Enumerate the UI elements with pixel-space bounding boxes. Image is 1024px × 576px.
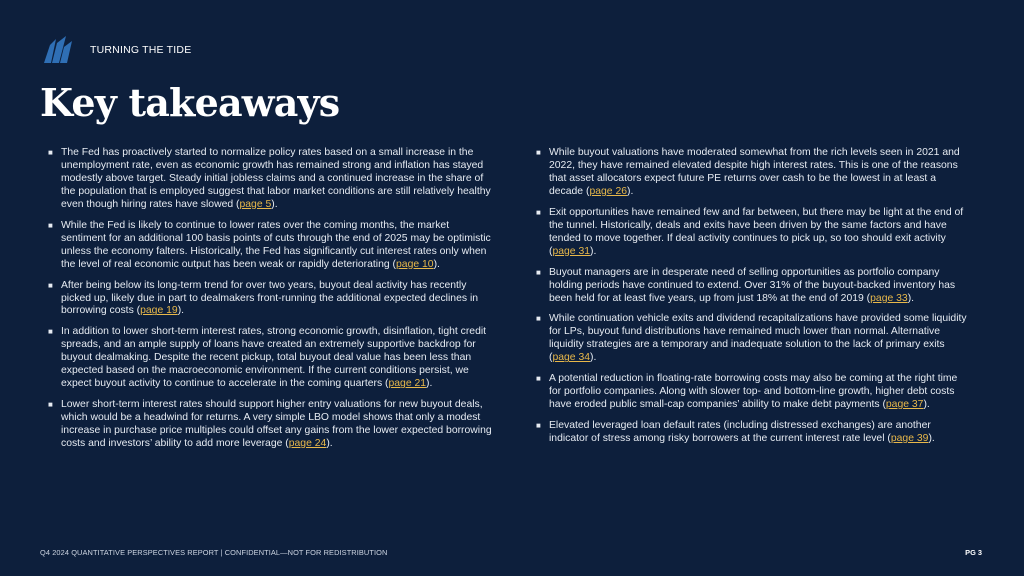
section-kicker: TURNING THE TIDE bbox=[90, 44, 192, 56]
page-reference-link[interactable]: page 33 bbox=[870, 292, 908, 304]
takeaway-text: In addition to lower short-term interest rates, strong economic growth, disinflation, tight credit spreads, and an ample supply of loans have created an extremely supportive backdrop for buyout dealmaking. Despite the recent pickup, total buyout deal value has been less than expected based on the macroeconomic environment. If the current conditions persist, we expect buyout activity to continue to accelerate in the coming quarters ( bbox=[61, 326, 487, 390]
takeaway-text-end: ). bbox=[426, 378, 433, 390]
takeaway-item bbox=[536, 147, 970, 199]
takeaway-text-end: ). bbox=[923, 399, 930, 411]
takeaway-item bbox=[48, 220, 492, 272]
takeaway-item bbox=[48, 326, 492, 391]
bullet-icon: ■ bbox=[536, 421, 541, 431]
takeaway-text: After being below its long-term trend for over two years, buyout deal activity has recently picked up, likely due in part to dealmakers front-running the additional expected declines in borrowing costs ( bbox=[61, 279, 479, 317]
takeaway-text-end: ). bbox=[326, 438, 333, 450]
sail-logo-icon bbox=[40, 33, 74, 67]
takeaway-text-end: ). bbox=[177, 305, 185, 317]
takeaway-text: Buyout managers are in desperate need of selling opportunities as portfolio company holding periods have continued to extend. Over 31% of the buyout-backed inventory has been held for at least five years, up from just 18% at the end of 2019 ( bbox=[549, 266, 956, 304]
bullet-icon: ■ bbox=[536, 314, 541, 324]
takeaway-item bbox=[536, 207, 970, 259]
bullet-icon: ■ bbox=[48, 148, 53, 157]
page-title: Key takeaways bbox=[40, 80, 340, 125]
takeaway-item bbox=[536, 373, 970, 412]
takeaway-text-end: ). bbox=[590, 352, 597, 364]
takeaway-text: While buyout valuations have moderated somewhat from the rich levels seen in 2021 and 2022, they have remained elevated despite high interest rates. This is one of the reasons that asset allocators expect future PE returns over cash to be the lowest in at least a decade ( bbox=[549, 147, 960, 197]
takeaway-text-end: ). bbox=[271, 198, 278, 210]
bullet-icon: ■ bbox=[536, 207, 541, 217]
takeaway-text: Exit opportunities have remained few and far between, but there may be light at the end of the tunnel. Historically, deals and exits have been driven by the same factors and have tended to move together. If deal activity continues to pick up, so too should exit activity ( bbox=[549, 206, 964, 257]
bullet-icon: ■ bbox=[536, 267, 541, 277]
takeaway-text-end: ). bbox=[590, 245, 597, 257]
page-reference-link[interactable]: page 21 bbox=[388, 378, 427, 390]
page-reference-link[interactable]: page 37 bbox=[885, 399, 924, 411]
page-reference-link[interactable]: page 39 bbox=[890, 433, 929, 445]
takeaway-item bbox=[536, 420, 970, 446]
takeaway-text: While the Fed is likely to continue to lower rates over the coming months, the market sentiment for an additional 100 basis points of cuts through the end of 2025 may be optimistic unless the economy falters. Historically, the Fed has significantly cut interest rates only when the level of real economic output has been weak or rapidly deteriorating ( bbox=[61, 219, 491, 270]
header bbox=[40, 34, 191, 66]
page-reference-link[interactable]: page 26 bbox=[589, 185, 627, 197]
takeaway-item bbox=[536, 267, 970, 306]
bullet-icon: ■ bbox=[536, 148, 541, 157]
bullet-icon: ■ bbox=[48, 280, 53, 290]
bullet-icon: ■ bbox=[48, 400, 53, 410]
bullet-icon: ■ bbox=[536, 374, 541, 384]
takeaway-text: Elevated leveraged loan default rates (including distressed exchanges) are another indicator of stress among risky borrowers at the current interest rate level ( bbox=[549, 420, 931, 445]
page-reference-link[interactable]: page 5 bbox=[239, 198, 272, 210]
takeaway-text: While continuation vehicle exits and dividend recapitalizations have provided some liquidity for LPs, buyout fund distributions have remained much lower than normal. Alternative liquidity strategies are a temporary and inadequate solution to the lack of primary exits ( bbox=[549, 313, 967, 364]
page-reference-link[interactable]: page 10 bbox=[396, 258, 434, 270]
takeaway-item bbox=[536, 313, 970, 365]
takeaway-item bbox=[48, 147, 492, 212]
takeaway-text: Lower short-term interest rates should support higher entry valuations for new buyout deals, which would be a headwind for returns. A very simple LBO model shows that only a modest increase in purchase price multiples could offset any gains from the lower expected borrowing costs and investors’ ability to add more leverage ( bbox=[61, 399, 492, 450]
bullet-icon: ■ bbox=[48, 220, 53, 230]
takeaway-item bbox=[48, 399, 492, 451]
takeaway-text: The Fed has proactively started to normalize policy rates based on a small increase in the unemployment rate, even as economic growth has remained strong and inflation has stayed modestly above target. Steady initial jobless claims and a continued increase in the share of the population that is employed suggest that labor market conditions are still relatively healthy even though hiring rates have slowed ( bbox=[61, 147, 491, 210]
page-reference-link[interactable]: page 31 bbox=[552, 245, 591, 257]
takeaway-text-end: ). bbox=[627, 185, 634, 197]
takeaway-text-end: ). bbox=[433, 258, 440, 270]
footer-text: Q4 2024 QUANTITATIVE PERSPECTIVES REPORT | CONFIDENTIAL—NOT FOR REDISTRIBUTION bbox=[40, 548, 388, 557]
takeaway-text-end: ). bbox=[907, 292, 915, 304]
takeaway-item bbox=[48, 280, 492, 319]
page-number: PG 3 bbox=[965, 548, 982, 557]
takeaways-left-column bbox=[48, 147, 492, 459]
bullet-icon: ■ bbox=[48, 327, 53, 337]
page-reference-link[interactable]: page 34 bbox=[552, 352, 591, 364]
takeaways-right-column bbox=[536, 147, 970, 454]
takeaway-text-end: ). bbox=[928, 433, 935, 445]
takeaway-text: A potential reduction in floating-rate borrowing costs may also be coming at the right time for portfolio companies. Along with slower top- and bottom-line growth, higher debt costs have eroded public small-cap companies’ ability to make debt payments ( bbox=[549, 373, 958, 411]
page-reference-link[interactable]: page 24 bbox=[288, 438, 327, 450]
page-reference-link[interactable]: page 19 bbox=[140, 305, 178, 317]
